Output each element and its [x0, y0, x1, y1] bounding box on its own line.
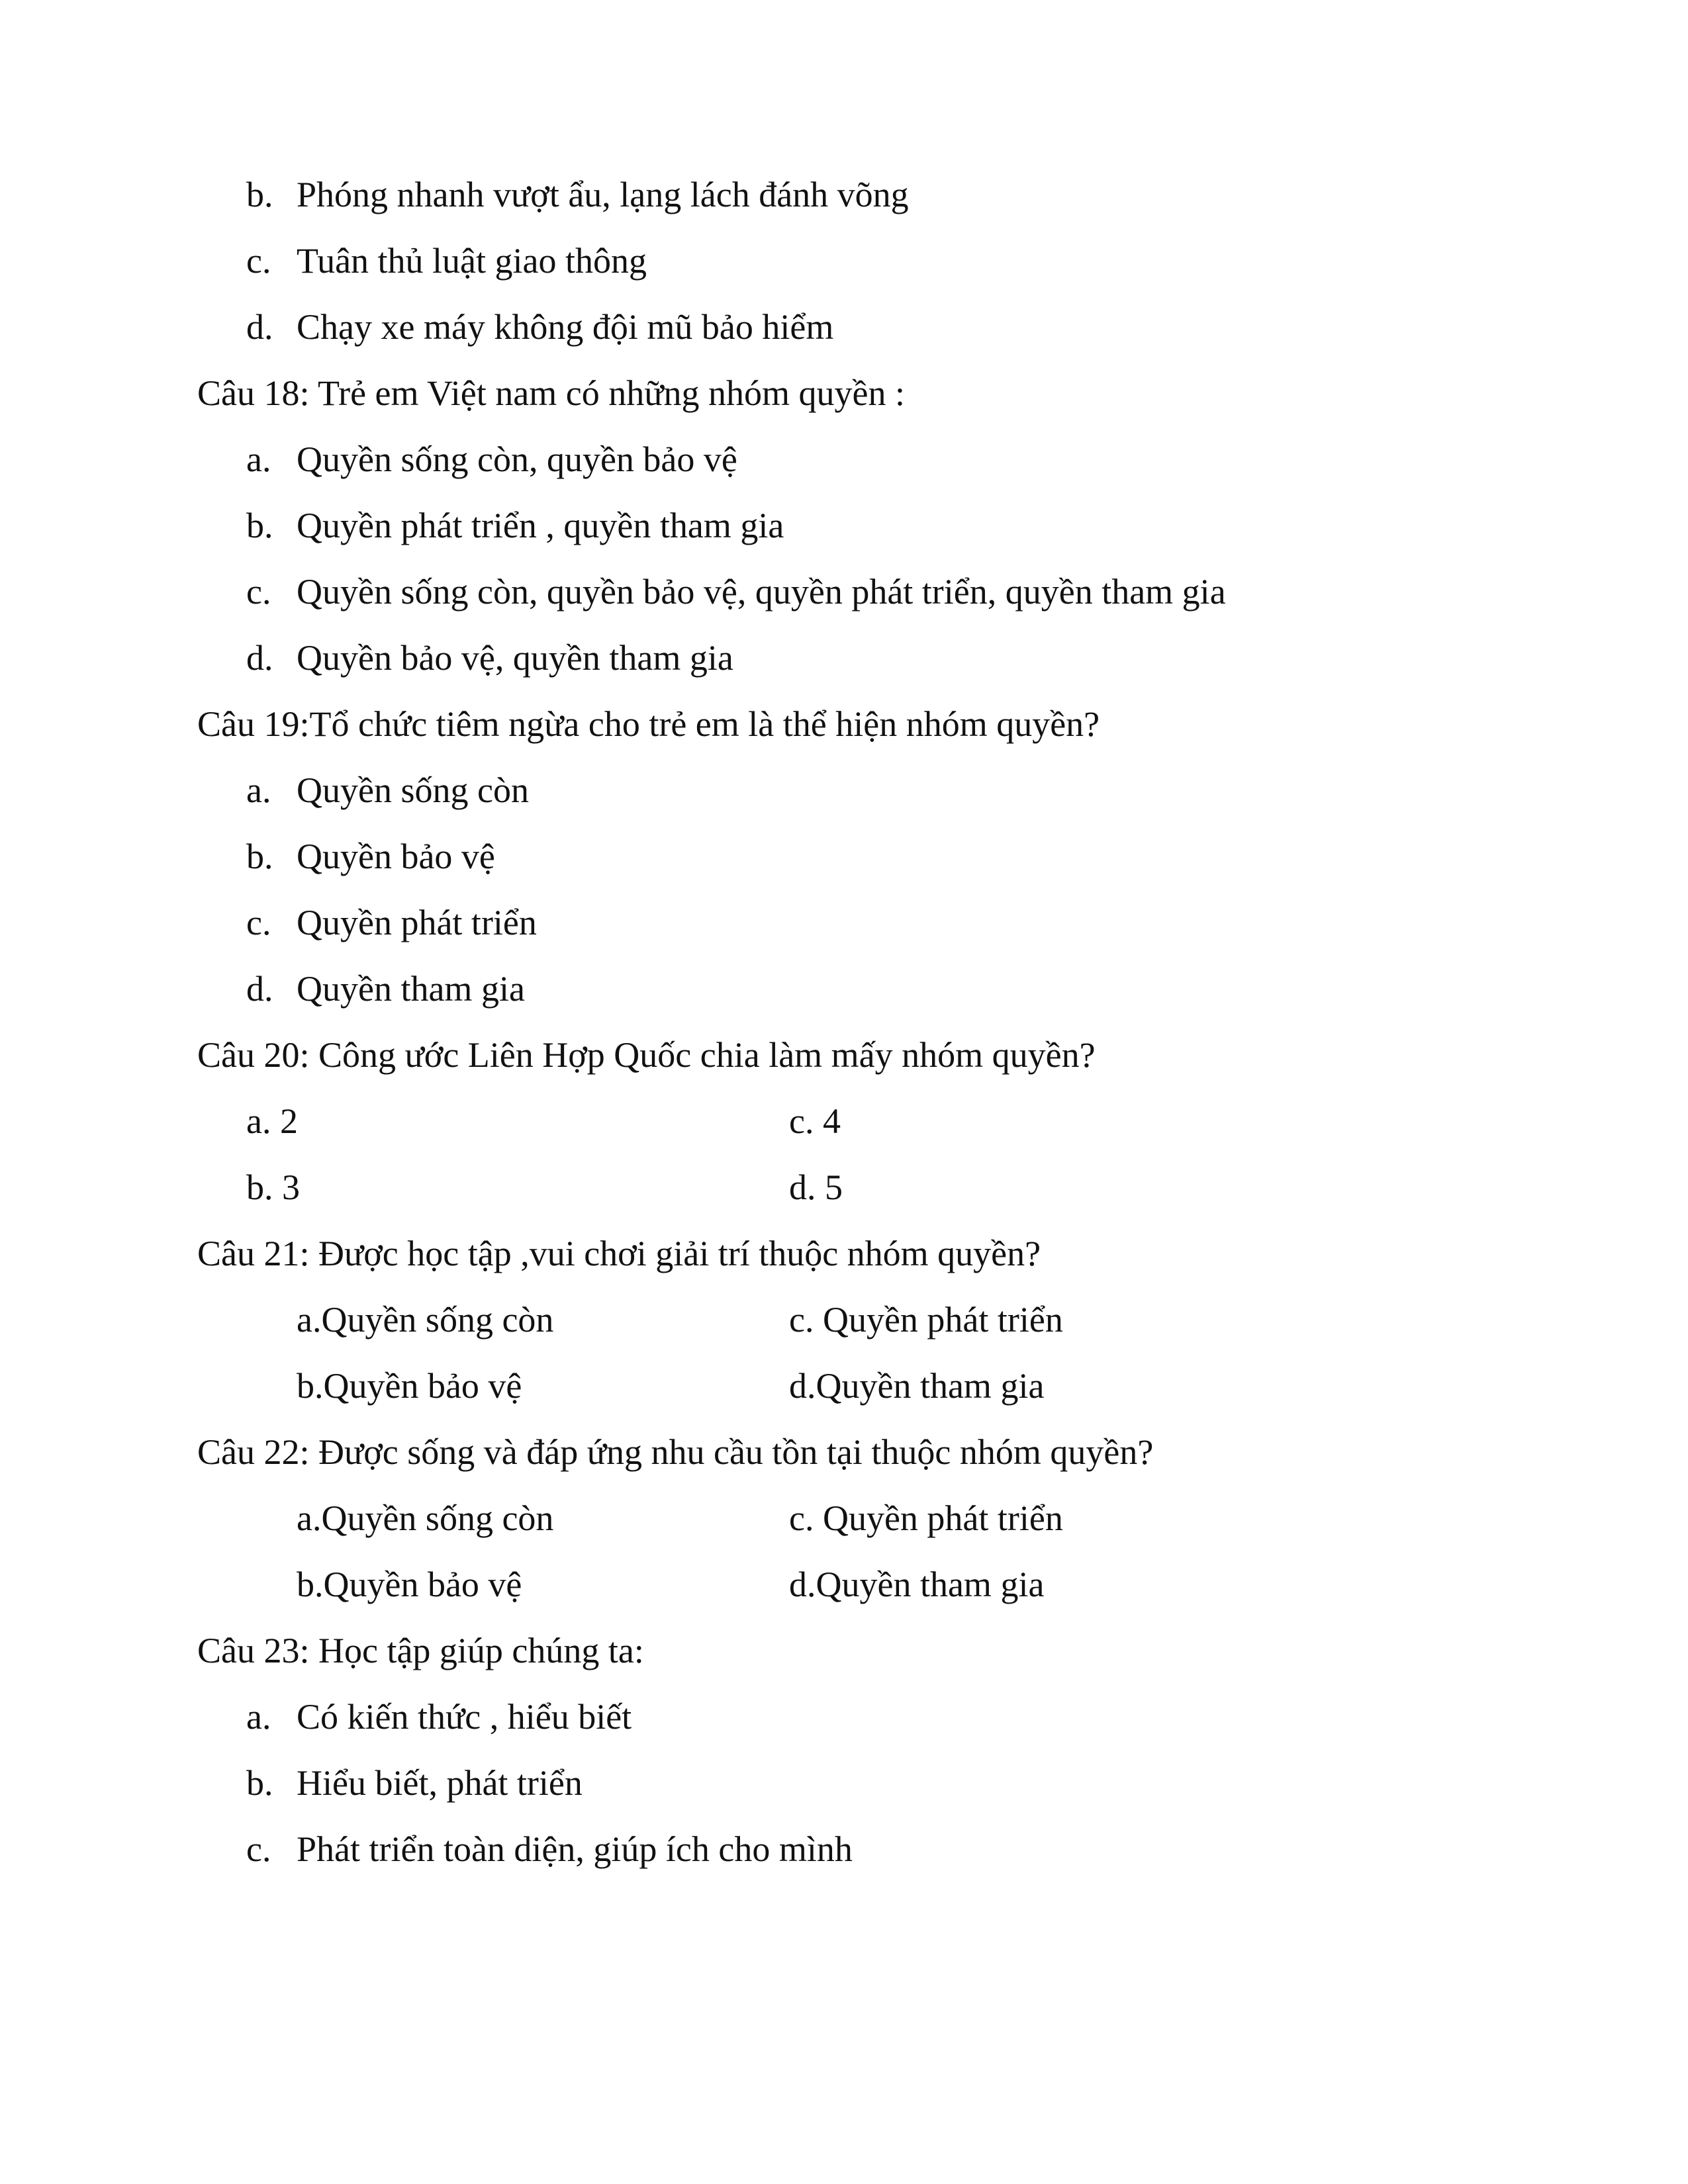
option-letter: d. — [246, 969, 273, 1009]
option-c: c. Quyền phát triển — [789, 1300, 1063, 1340]
option-letter: c. — [246, 1829, 271, 1869]
option-text: Phóng nhanh vượt ẩu, lạng lách đánh võng — [297, 175, 909, 214]
option-text: Quyền bảo vệ — [297, 837, 495, 876]
option-d: d. 5 — [789, 1167, 843, 1207]
question-18: Câu 18: Trẻ em Việt nam có những nhóm quyền : — [197, 373, 905, 413]
option-text: Tuân thủ luật giao thông — [297, 241, 647, 281]
question-21: Câu 21: Được học tập ,vui chơi giải trí thuộc nhóm quyền? — [197, 1234, 1041, 1273]
option-b: b.Quyền bảo vệ — [297, 1565, 522, 1604]
option-letter: a. — [246, 439, 271, 479]
option-d: d.Quyền tham gia — [789, 1366, 1045, 1406]
option-letter: b. — [246, 1763, 273, 1803]
option-letter: d. — [246, 638, 273, 678]
option-letter: b. — [246, 175, 273, 214]
option-text: Quyền phát triển , quyền tham gia — [297, 506, 784, 545]
question-19: Câu 19:Tổ chức tiêm ngừa cho trẻ em là thể hiện nhóm quyền? — [197, 704, 1100, 744]
option-letter: a. — [246, 1697, 271, 1737]
option-a: a.Quyền sống còn — [297, 1498, 554, 1538]
question-20: Câu 20: Công ước Liên Hợp Quốc chia làm mấy nhóm quyền? — [197, 1035, 1096, 1075]
option-text: Quyền bảo vệ, quyền tham gia — [297, 638, 733, 678]
option-letter: b. — [246, 837, 273, 876]
option-text: Có kiến thức , hiểu biết — [297, 1697, 632, 1737]
option-letter: c. — [246, 903, 271, 942]
option-text: Quyền tham gia — [297, 969, 525, 1009]
option-d: d.Quyền tham gia — [789, 1565, 1045, 1604]
option-c: c. Quyền phát triển — [789, 1498, 1063, 1538]
option-b: b.Quyền bảo vệ — [297, 1366, 522, 1406]
option-letter: b. — [246, 506, 273, 545]
option-letter: d. — [246, 307, 273, 347]
option-text: Quyền sống còn, quyền bảo vệ — [297, 439, 737, 479]
option-letter: c. — [246, 241, 271, 281]
option-c: c. 4 — [789, 1101, 841, 1141]
option-b: b. 3 — [246, 1167, 300, 1207]
option-text: Phát triển toàn diện, giúp ích cho mình — [297, 1829, 853, 1869]
option-text: Quyền sống còn, quyền bảo vệ, quyền phát triển, quyền tham gia — [297, 572, 1226, 612]
option-a: a.Quyền sống còn — [297, 1300, 554, 1340]
option-text: Chạy xe máy không đội mũ bảo hiểm — [297, 307, 834, 347]
option-letter: a. — [246, 770, 271, 810]
question-22: Câu 22: Được sống và đáp ứng nhu cầu tồn tại thuộc nhóm quyền? — [197, 1432, 1154, 1472]
option-letter: c. — [246, 572, 271, 612]
option-text: Hiểu biết, phát triển — [297, 1763, 583, 1803]
question-23: Câu 23: Học tập giúp chúng ta: — [197, 1631, 644, 1670]
option-text: Quyền sống còn — [297, 770, 529, 810]
option-text: Quyền phát triển — [297, 903, 537, 942]
option-a: a. 2 — [246, 1101, 298, 1141]
